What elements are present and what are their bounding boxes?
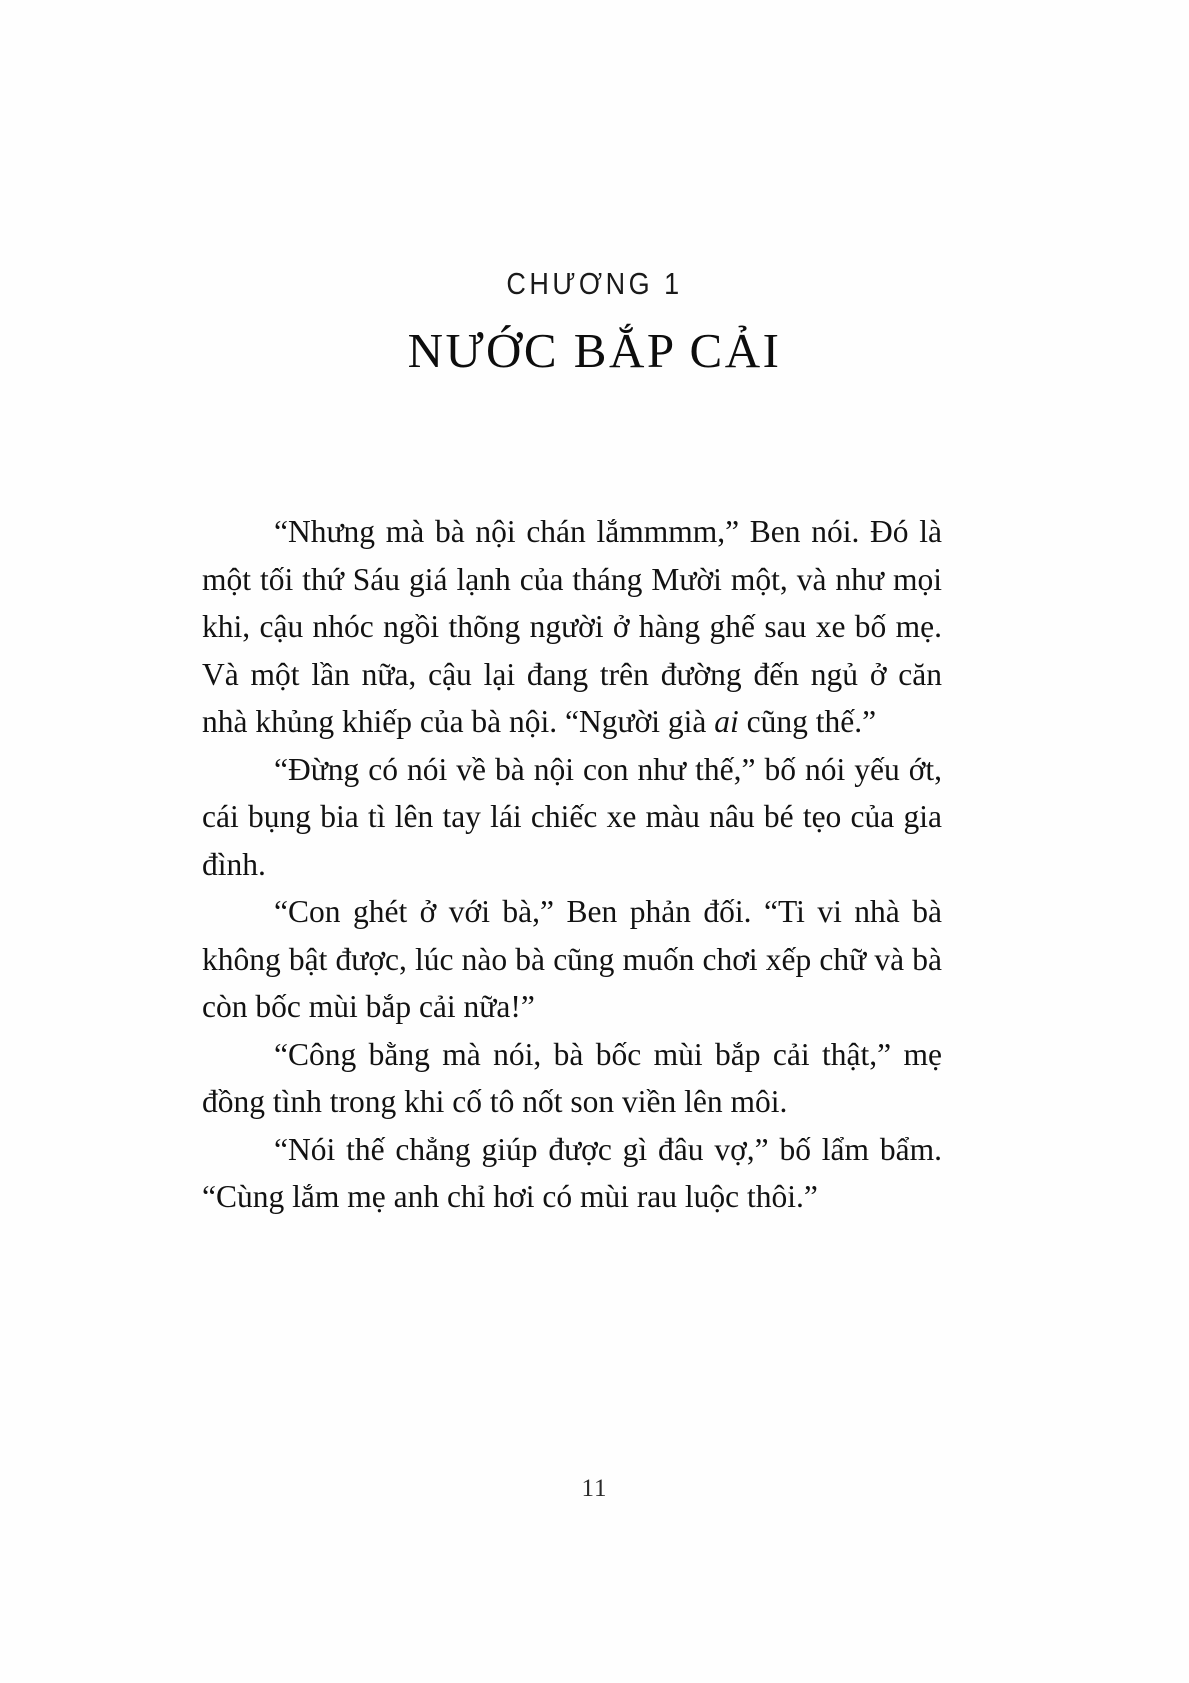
emphasized-word: ai: [714, 704, 739, 739]
body-paragraph: “Nói thế chẳng giúp được gì đâu vợ,” bố lẩm bẩm. “Cùng lắm mẹ anh chỉ hơi có mùi rau luộc thôi.”: [202, 1131, 942, 1214]
body-paragraph: “Con ghét ở với bà,” Ben phản đối. “Ti vi nhà bà không bật được, lúc nào bà cũng muốn chơi xếp chữ và bà còn bốc mùi bắp cải nữa!”: [202, 894, 942, 1024]
body-paragraph: “Công bằng mà nói, bà bốc mùi bắp cải thật,” mẹ đồng tình trong khi cố tô nốt son viền lên môi.: [202, 1036, 942, 1119]
body-paragraph: “Nhưng mà bà nội chán lắmmmm,” Ben nói. Đó là một tối thứ Sáu giá lạnh của tháng Mười một, và như mọi khi, cậu nhóc ngồi thõng người ở hàng ghế sau xe bố mẹ. Và một lần nữa, cậu lại đang trên đường đến ngủ ở căn nhà khủng khiếp của bà nội. “Người già ai cũng thế.”: [202, 514, 942, 739]
chapter-heading-block: [0, 268, 1189, 378]
body-paragraph: “Đừng có nói về bà nội con như thế,” bố nói yếu ớt, cái bụng bia tì lên tay lái chiếc xe màu nâu bé tẹo của gia đình.: [202, 751, 942, 882]
chapter-title: NƯỚC BẮP CẢI: [407, 322, 782, 378]
page-number: 11: [581, 1475, 608, 1502]
body-text-column: [202, 508, 942, 1221]
chapter-label: CHƯƠNG 1: [506, 266, 683, 301]
